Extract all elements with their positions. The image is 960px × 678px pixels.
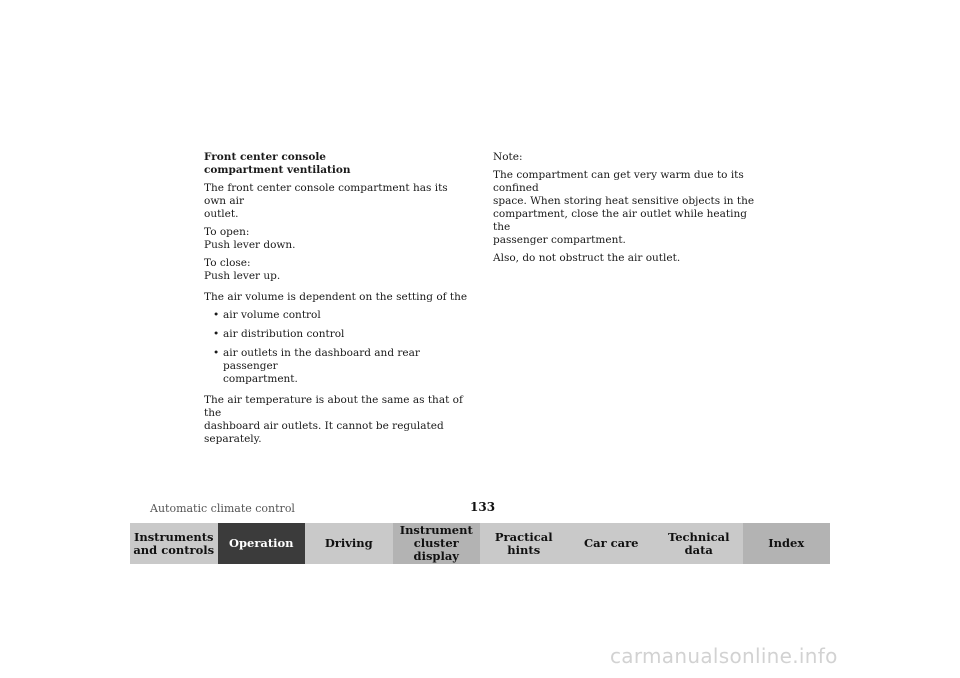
tab-driving[interactable]: Driving xyxy=(305,523,393,564)
intro-paragraph: The front center console compartment has its own air outlet. xyxy=(204,182,448,220)
close-instruction: To close: Push lever up. xyxy=(204,257,281,282)
list-item: • air outlets in the dashboard and rear passenger compartment. xyxy=(213,347,420,385)
obstruct-warning: Also, do not obstruct the air outlet. xyxy=(493,252,681,264)
section-heading: Front center console compartment ventilation xyxy=(204,151,351,176)
tab-car-care[interactable]: Car care xyxy=(568,523,656,564)
bullet-icon: • xyxy=(213,309,220,321)
tab-instruments-and-controls[interactable]: Instruments and controls xyxy=(130,523,218,564)
section-title: Automatic climate control xyxy=(150,502,295,515)
note-label: Note: xyxy=(493,151,523,163)
bullet-icon: • xyxy=(213,328,220,340)
right-column xyxy=(493,151,761,270)
tab-instrument-cluster-display[interactable]: Instrument cluster display xyxy=(393,523,481,564)
left-column xyxy=(204,151,472,451)
chapter-nav xyxy=(130,523,830,564)
tab-technical-data[interactable]: Technical data xyxy=(655,523,743,564)
page-number: 133 xyxy=(470,500,496,514)
temperature-paragraph: The air temperature is about the same as that of the dashboard air outlets. It cannot be regulated separately. xyxy=(204,394,463,445)
list-item: • air distribution control xyxy=(213,328,345,340)
note-paragraph: The compartment can get very warm due to its confined space. When storing heat sensitive objects in the compartment, close the air outlet while heating the passenger compartment. xyxy=(493,169,755,246)
air-volume-list xyxy=(204,309,472,386)
watermark: carmanualsonline.info xyxy=(610,644,838,668)
tab-index[interactable]: Index xyxy=(743,523,831,564)
list-item: • air volume control xyxy=(213,309,321,321)
tab-practical-hints[interactable]: Practical hints xyxy=(480,523,568,564)
air-volume-intro: The air volume is dependent on the setting of the xyxy=(204,291,468,303)
tab-operation[interactable]: Operation xyxy=(218,523,306,564)
bullet-icon: • xyxy=(213,347,220,359)
open-instruction: To open: Push lever down. xyxy=(204,226,296,251)
